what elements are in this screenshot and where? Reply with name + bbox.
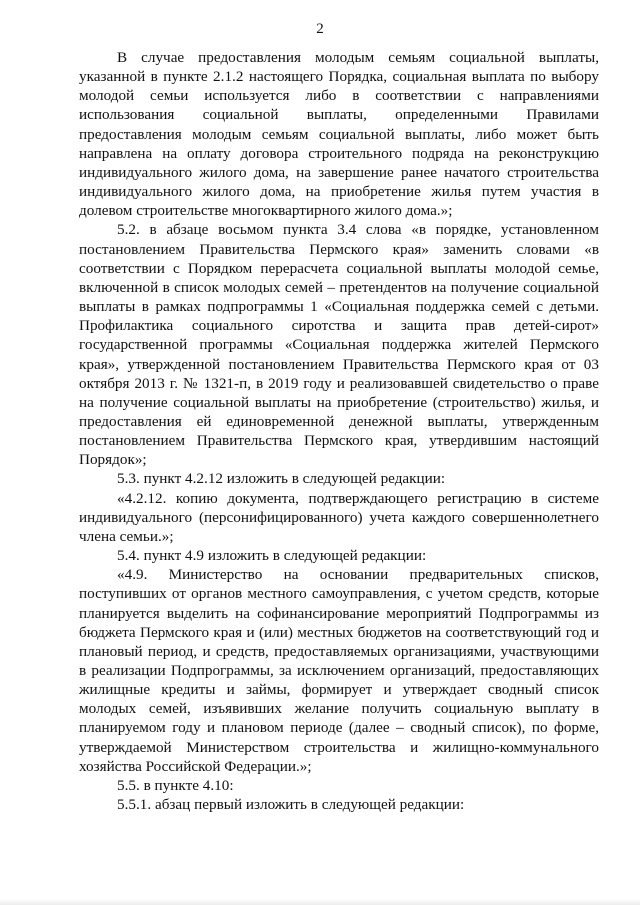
page-number: 2 bbox=[316, 21, 324, 37]
paragraph-5-3-heading: 5.3. пункт 4.2.12 изложить в следующей редакции: bbox=[117, 470, 446, 488]
paragraph-5-5-1-heading: 5.5.1. абзац первый изложить в следующей редакции: bbox=[117, 796, 465, 814]
paragraph-4-9-text: «4.9. Министерство на основании предварительных списков, поступивших от органов местного самоуправления, с учетом средств, которые планируется выделить на софинансирование мероприятий Подпрограммы из бюджета Пермского края и (или) местных бюджетов на соответствующий год и плановый период, и средств, предоставляемых организациями, участвующими в реализации Подпрограммы, за исключением организаций, предоставляющих жилищные кредиты и займы, формирует и утверждает сводный список молодых семей, изъявивших желание получить социальную выплату в планируемом году и плановом периоде (далее – сводный список), по форме, утверждаемой Министерством строительства и жилищно-коммунального хозяйства Российской Федерации.»; bbox=[79, 566, 599, 775]
paragraph-5-2-amendment: 5.2. в абзаце восьмом пункта 3.4 слова «в порядке, установленном постановлением Правительства Пермского края» заменить словами «в соответствии с Порядком перерасчета социальной выплаты молодой семье, включенной в список молодых семей – претендентов на получение социальной выплаты в рамках подпрограммы 1 «Социальная поддержка семей с детьми. Профилактика социального сиротства и защита прав детей-сирот» государственной программы «Социальная поддержка жителей Пермского края», утвержденной постановлением Правительства Пермского края от 03 октября 2013 г. № 1321-п, в 2019 году и реализовавшей свидетельство о праве на получение социальной выплаты на приобретение (строительство) жилья, и предоставления ей единовременной денежной выплаты, утвержденным постановлением Правительства Пермского края, утвердившим настоящий Порядок»; bbox=[79, 221, 599, 469]
scan-bottom-edge bbox=[0, 899, 640, 905]
paragraph-5-5-heading: 5.5. в пункте 4.10: bbox=[117, 776, 234, 794]
paragraph-social-payment-usage: В случае предоставления молодым семьям социальной выплаты, указанной в пункте 2.1.2 настоящего Порядка, социальная выплата по выбору молодой семьи используется либо в соответствии с направлениями использования социальной выплаты, определенными Правилами предоставления молодым семьям социальной выплаты, либо может быть направлена на оплату договора строительного подряда на реконструкцию индивидуального жилого дома, на завершение ранее начатого строительства индивидуального жилого дома, на приобретение жилья путем участия в долевом строительстве многоквартирного жилого дома.»; bbox=[79, 49, 599, 220]
paragraph-5-4-heading: 5.4. пункт 4.9 изложить в следующей редакции: bbox=[117, 547, 427, 565]
document-body bbox=[79, 48, 599, 814]
paragraph-4-2-12-text: «4.2.12. копию документа, подтверждающего регистрацию в системе индивидуального (персонифицированного) учета каждого совершеннолетнего члена семьи.»; bbox=[79, 489, 599, 545]
